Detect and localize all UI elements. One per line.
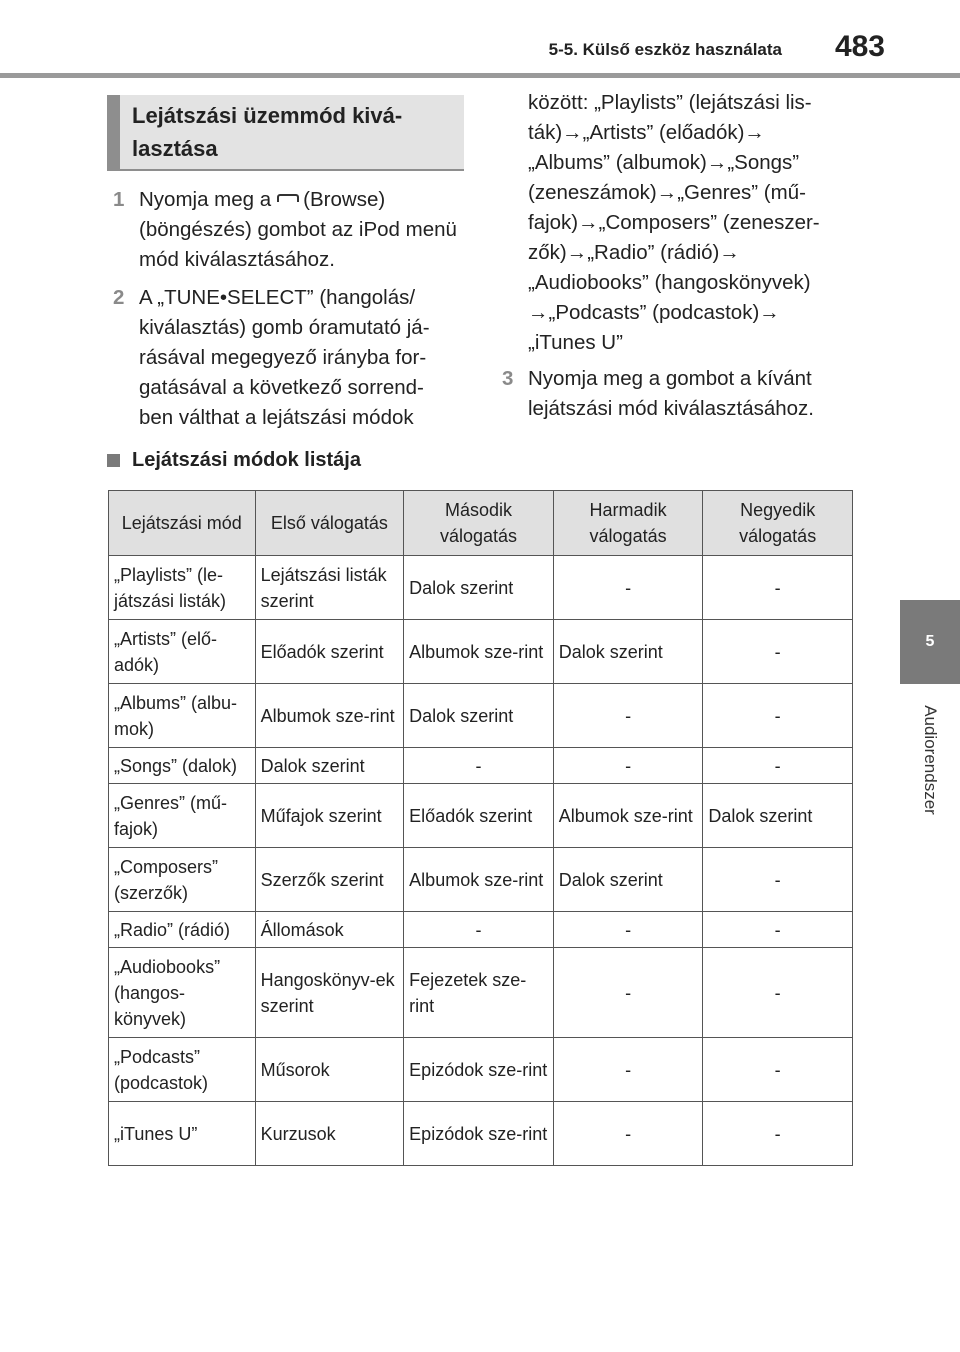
- step-line: ben válthat a lejátszási módok: [139, 406, 414, 429]
- square-bullet-icon: [107, 454, 120, 467]
- step-line: „iTunes U”: [528, 331, 623, 354]
- browse-button-icon: [277, 194, 299, 202]
- mode-cell: „Playlists” (le-játszási listák): [109, 556, 256, 620]
- column-header: Harmadik válogatás: [553, 491, 703, 556]
- header-rule: [0, 73, 960, 78]
- section-heading: [107, 95, 464, 171]
- selection-cell: -: [703, 848, 853, 912]
- step-line: fajok)→„Composers” (zeneszer-: [528, 211, 820, 234]
- selection-cell: -: [553, 948, 703, 1038]
- step-1: [107, 185, 467, 275]
- step-number: 3: [502, 367, 514, 390]
- mode-cell: „Songs” (dalok): [109, 748, 256, 784]
- table-row: [109, 684, 853, 748]
- right-column: [496, 88, 856, 432]
- selection-cell: -: [553, 912, 703, 948]
- step-2: [107, 283, 467, 433]
- selection-cell: -: [703, 912, 853, 948]
- selection-cell: -: [553, 1102, 703, 1166]
- table-body: [109, 556, 853, 1166]
- page-header: [0, 0, 960, 80]
- step-line: „Audiobooks” (hangoskönyvek): [528, 271, 811, 294]
- step-line: zők)→„Radio” (rádió)→: [528, 241, 740, 264]
- step-line: kiválasztás) gomb óramutató já-: [139, 316, 430, 339]
- table-row: [109, 1038, 853, 1102]
- table-row: [109, 948, 853, 1038]
- selection-cell: Műfajok szerint: [255, 784, 404, 848]
- selection-cell: Hangoskönyv-ek szerint: [255, 948, 404, 1038]
- step-3: [496, 364, 856, 424]
- selection-cell: -: [553, 1038, 703, 1102]
- selection-cell: Dalok szerint: [255, 748, 404, 784]
- left-column: [107, 185, 467, 441]
- step-line: →„Podcasts” (podcastok)→: [528, 301, 780, 324]
- step-number: 2: [113, 286, 125, 309]
- selection-cell: Albumok sze-rint: [404, 620, 554, 684]
- step-line: rásával megegyező irányba for-: [139, 346, 427, 369]
- selection-cell: -: [703, 1038, 853, 1102]
- step-2-continued: [496, 88, 856, 358]
- step-text: Nyomja meg a: [139, 188, 272, 211]
- table-row: [109, 848, 853, 912]
- selection-cell: -: [703, 684, 853, 748]
- playback-modes-table: [108, 490, 853, 1166]
- selection-cell: Lejátszási listák szerint: [255, 556, 404, 620]
- mode-cell: „Composers” (szerzők): [109, 848, 256, 912]
- selection-cell: Előadók szerint: [255, 620, 404, 684]
- selection-cell: Dalok szerint: [404, 556, 554, 620]
- list-heading: [107, 449, 361, 472]
- selection-cell: Albumok sze-rint: [553, 784, 703, 848]
- step-text: Nyomja meg a gombot a kívánt lejátszási mód kiválasztásához.: [528, 367, 814, 420]
- selection-cell: -: [703, 620, 853, 684]
- selection-cell: -: [553, 556, 703, 620]
- table-row: [109, 912, 853, 948]
- selection-cell: Dalok szerint: [553, 848, 703, 912]
- mode-cell: „Genres” (mű-fajok): [109, 784, 256, 848]
- table-row: [109, 556, 853, 620]
- selection-cell: -: [703, 556, 853, 620]
- step-line: között: „Playlists” (lejátszási lis-: [528, 91, 812, 114]
- chapter-tab: 5: [900, 600, 960, 684]
- page-number: 483: [834, 30, 885, 63]
- mode-cell: „Audiobooks” (hangos-könyvek): [109, 948, 256, 1038]
- step-line: „Albums” (albumok)→„Songs”: [528, 151, 800, 174]
- chapter-label-text: Audiorendszer: [921, 705, 940, 815]
- selection-cell: -: [553, 748, 703, 784]
- selection-cell: Albumok sze-rint: [404, 848, 554, 912]
- section-heading-text: Lejátszási üzemmód kivá- lasztása: [132, 103, 403, 161]
- selection-cell: Epizódok sze-rint: [404, 1038, 554, 1102]
- step-line: ták)→„Artists” (előadók)→: [528, 121, 765, 144]
- selection-cell: Előadók szerint: [404, 784, 554, 848]
- step-line: A „TUNE•SELECT” (hangolás/: [139, 286, 416, 309]
- selection-cell: Kurzusok: [255, 1102, 404, 1166]
- mode-cell: „Albums” (albu-mok): [109, 684, 256, 748]
- selection-cell: Albumok sze-rint: [255, 684, 404, 748]
- table-row: [109, 620, 853, 684]
- table-row: [109, 784, 853, 848]
- step-line: (zeneszámok)→„Genres” (mű-: [528, 181, 806, 204]
- selection-cell: Állomások: [255, 912, 404, 948]
- selection-cell: -: [404, 748, 554, 784]
- column-header: Negyedik válogatás: [703, 491, 853, 556]
- list-heading-text: Lejátszási módok listája: [132, 449, 361, 471]
- step-text: (Browse) (böngészés) gombot az iPod menü mód kiválasztásához.: [139, 188, 457, 271]
- mode-cell: „Podcasts” (podcastok): [109, 1038, 256, 1102]
- section-title: 5-5. Külső eszköz használata: [548, 40, 782, 59]
- mode-cell: „iTunes U”: [109, 1102, 256, 1166]
- selection-cell: Dalok szerint: [553, 620, 703, 684]
- selection-cell: Dalok szerint: [404, 684, 554, 748]
- column-header: Második válogatás: [404, 491, 554, 556]
- column-header: Első válogatás: [255, 491, 404, 556]
- selection-cell: Dalok szerint: [703, 784, 853, 848]
- selection-cell: Szerzők szerint: [255, 848, 404, 912]
- selection-cell: Műsorok: [255, 1038, 404, 1102]
- table-row: [109, 1102, 853, 1166]
- table-header-row: [109, 491, 853, 556]
- selection-cell: -: [404, 912, 554, 948]
- table-row: [109, 748, 853, 784]
- selection-cell: Fejezetek sze-rint: [404, 948, 554, 1038]
- selection-cell: -: [703, 948, 853, 1038]
- selection-cell: Epizódok sze-rint: [404, 1102, 554, 1166]
- selection-cell: -: [553, 684, 703, 748]
- mode-cell: „Artists” (elő-adók): [109, 620, 256, 684]
- step-line: gatásával a következő sorrend-: [139, 376, 424, 399]
- column-header: Lejátszási mód: [109, 491, 256, 556]
- selection-cell: -: [703, 1102, 853, 1166]
- step-number: 1: [113, 188, 125, 211]
- selection-cell: -: [703, 748, 853, 784]
- mode-cell: „Radio” (rádió): [109, 912, 256, 948]
